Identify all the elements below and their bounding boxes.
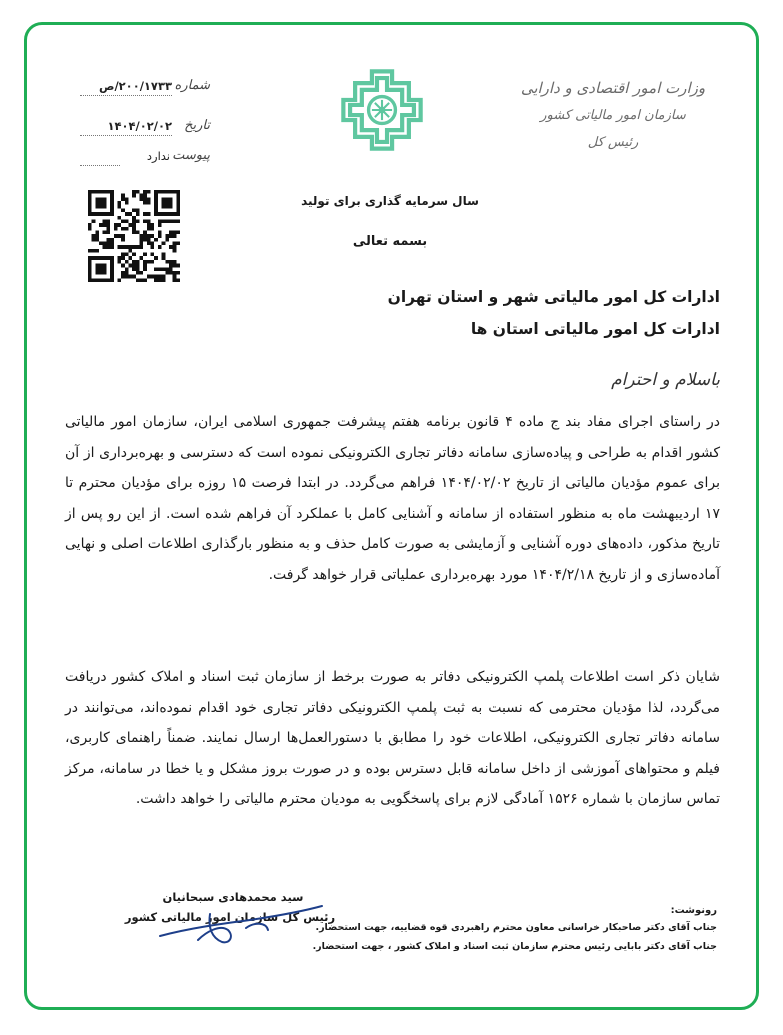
ministry-line-2: سازمان امور مالیاتی کشور <box>540 108 686 123</box>
ministry-line-3: رئیس کل <box>587 135 639 150</box>
inta-emblem-icon <box>340 68 424 152</box>
qr-code-icon <box>88 190 180 282</box>
signatory-name: سید محمدهادی سبحانیان <box>162 890 304 904</box>
ministry-line-1: وزارت امور اقتصادی و دارایی <box>520 79 706 97</box>
signatory-title: رئیس کل سازمان امور مالیاتی کشور <box>124 910 336 924</box>
cc-line-1: جناب آقای دکتر صاحبکار خراسانی معاون محترم راهبردی قوه قضاییه، جهت استحضار. <box>315 922 717 933</box>
letter-date-row <box>80 118 210 140</box>
besmeh: بسمه تعالی <box>352 234 428 249</box>
year-slogan: سال سرمایه گذاری برای تولید <box>301 194 479 208</box>
number-value: ۲۰۰/۱۷۳۳/ص <box>98 79 172 93</box>
recipient-1: ادارات کل امور مالیاتی شهر و استان تهران <box>387 288 720 306</box>
cc-line-2: جناب آقای دکتر بابایی رئیس محترم سازمان ثبت اسناد و املاک کشور ، جهت استحضار. <box>312 941 717 952</box>
attachment-value: ندارد <box>146 149 170 163</box>
attachment-row <box>80 148 210 170</box>
letter-number-row <box>80 78 210 100</box>
ministry-header <box>508 75 718 156</box>
date-label: تاریخ <box>184 118 210 133</box>
attachment-label: پیوست <box>172 148 210 163</box>
cc-heading: رونوشت: <box>670 905 717 916</box>
number-label: شماره <box>174 78 210 93</box>
body-paragraph-1: در راستای اجرای مفاد بند ج ماده ۴ قانون برنامه هفتم پیشرفت جمهوری اسلامی ایران، سازمان امور مالیاتی کشور اقدام به طراحی و پیاده‌سازی سامانه دفاتر تجاری الکترونیکی نموده است که دسترسی و بهره‌برداری از آن برای عموم مؤدیان مالیاتی از تاریخ ۱۴۰۴/۰۲/۰۲ فراهم می‌گردد. در ابتدا فرصت ۱۵ روزه برای مؤدیان محترم تا ۱۷ اردیبهشت ماه به منظور استفاده از سامانه و آشنایی کامل با عملکرد آن فراهم شده است. از این رو پس از تاریخ مذکور، داده‌های دوره آشنایی و آزمایشی به صورت کامل حذف و به منظور بارگذاری اطلاعات اصلی و نهایی آماده‌سازی و از تاریخ ۱۴۰۴/۲/۱۸ مورد بهره‌برداری عملیاتی قرار خواهد گرفت. <box>65 414 721 583</box>
date-value: ۱۴۰۴/۰۲/۰۲ <box>107 119 172 133</box>
body-paragraph-2: شایان ذکر است اطلاعات پلمپ الکترونیکی دفاتر به صورت برخط از سازمان ثبت اسناد و املاک کشور دریافت می‌گردد، لذا مؤدیان محترمی که نسبت به ثبت پلمپ الکترونیکی دفاتر تجاری خود اقدام نموده‌اند، می‌توانند در سامانه دفاتر تجاری الکترونیکی، اطلاعات خود را مطابق با دستورالعمل‌ها ارسال نمایند. ضمناً راهنمای کاربری، فیلم و محتواهای آموزشی از داخل سامانه قابل دسترس بوده و در صورت بروز مشکل و یا خطا در سامانه، مرکز تماس سازمان با شماره ۱۵۲۶ آمادگی لازم برای پاسخگویی به مودیان محترم مالیاتی را خواهد داشت. <box>65 669 720 807</box>
salutation: باسلام و احترام <box>611 370 720 390</box>
recipient-2: ادارات کل امور مالیاتی استان ها <box>470 320 720 338</box>
